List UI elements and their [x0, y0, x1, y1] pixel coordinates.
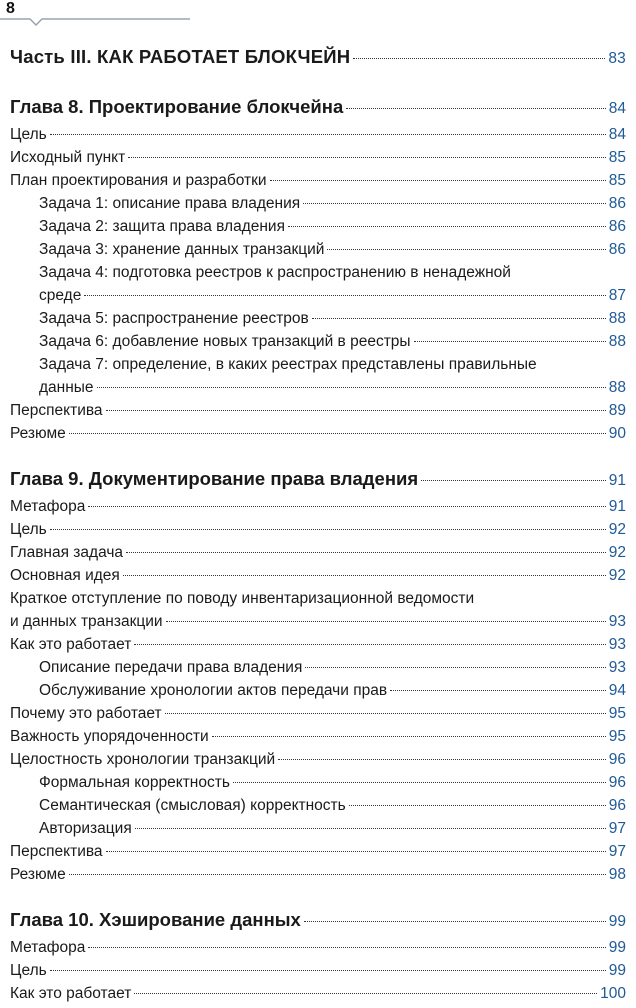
- toc-entry-page: 89: [608, 402, 626, 419]
- toc-entry-title: Главная задача: [10, 544, 124, 561]
- toc-entry-title-line1: Краткое отступление по поводу инвентаризационной ведомости: [10, 590, 475, 607]
- chapter-title: Глава 10. Хэширование данных: [10, 909, 301, 930]
- toc-entry-title: среде: [39, 287, 82, 304]
- chapter-title: Глава 8. Проектирование блокчейна: [10, 96, 344, 117]
- toc-entry-page: 86: [608, 241, 626, 258]
- toc-entry-title-line1: Задача 7: определение, в каких реестрах представлены правильные: [39, 356, 537, 373]
- toc-entry-title: Исходный пункт: [10, 149, 126, 166]
- toc-entry-title: Метафора: [10, 939, 86, 956]
- dot-leader: [106, 410, 606, 411]
- dot-leader: [106, 851, 606, 852]
- chapter-gap: [10, 889, 626, 909]
- toc-subentry: [10, 241, 626, 264]
- dot-leader: [123, 575, 606, 576]
- chapter-heading: [10, 96, 626, 126]
- dot-leader: [165, 713, 606, 714]
- toc-entry-multiline: [10, 264, 626, 310]
- toc-entry-title: Задача 5: распространение реестров: [39, 310, 309, 327]
- chapter-gap: [10, 448, 626, 468]
- toc-entry-multiline: [10, 590, 626, 636]
- dot-leader: [128, 157, 606, 158]
- toc-entry: [10, 425, 626, 448]
- toc-entry-page: 91: [608, 498, 626, 515]
- toc-entry-page: 93: [608, 636, 626, 653]
- toc-entry: [10, 402, 626, 425]
- dot-leader: [421, 480, 606, 481]
- toc-entry: [10, 498, 626, 521]
- toc-entry-title: Перспектива: [10, 843, 103, 860]
- table-of-contents: [10, 46, 626, 1008]
- toc-subentry: [10, 797, 626, 820]
- chapter-heading: [10, 909, 626, 939]
- dot-leader: [327, 249, 605, 250]
- toc-entry-title: Метафора: [10, 498, 86, 515]
- dot-leader: [126, 552, 606, 553]
- toc-entry-title: Описание передачи права владения: [39, 659, 303, 676]
- toc-entry-title: План проектирования и разработки: [10, 172, 267, 189]
- toc-entry-title: Задача 1: описание права владения: [39, 195, 301, 212]
- toc-entry-line2: [10, 613, 626, 636]
- dot-leader: [346, 108, 605, 109]
- toc-entry-page: 88: [608, 310, 626, 327]
- toc-entry: [10, 172, 626, 195]
- toc-entry-title: Цель: [10, 126, 47, 143]
- toc-entry: [10, 866, 626, 889]
- toc-entry-title: Цель: [10, 521, 47, 538]
- toc-entry-page: 99: [608, 962, 626, 979]
- toc-entry-page: 86: [608, 218, 626, 235]
- toc-entry: [10, 985, 626, 1008]
- dot-leader: [303, 203, 606, 204]
- toc-entry-title: данные: [39, 379, 94, 396]
- toc-entry-page: 94: [608, 682, 626, 699]
- dot-leader: [233, 782, 606, 783]
- chapter-gap: [10, 76, 626, 96]
- toc-entry: [10, 544, 626, 567]
- header-rule-decoration: [0, 12, 190, 26]
- chapter-page: 84: [608, 100, 626, 117]
- dot-leader: [135, 828, 606, 829]
- toc-entry: [10, 843, 626, 866]
- dot-leader: [414, 341, 606, 342]
- page-number: 8: [6, 0, 15, 17]
- toc-entry-page: 87: [608, 287, 626, 304]
- toc-entry-page: 84: [608, 126, 626, 143]
- chapter-list: [10, 76, 626, 1008]
- toc-entry-title: Как это работает: [10, 636, 132, 653]
- dot-leader: [304, 921, 606, 922]
- toc-entry-page: 95: [608, 728, 626, 745]
- dot-leader: [353, 58, 605, 59]
- toc-subentry: [10, 310, 626, 333]
- dot-leader: [69, 433, 606, 434]
- toc-entry-title: Резюме: [10, 866, 66, 883]
- toc-entry: [10, 939, 626, 962]
- toc-entry-page: 88: [608, 379, 626, 396]
- dot-leader: [349, 805, 606, 806]
- toc-subentry: [10, 333, 626, 356]
- dot-leader: [88, 947, 605, 948]
- dot-leader: [134, 644, 605, 645]
- toc-entry-page: 85: [608, 172, 626, 189]
- toc-entry-title: Важность упорядоченности: [10, 728, 209, 745]
- dot-leader: [305, 667, 605, 668]
- toc-subentry: [10, 774, 626, 797]
- toc-entry: [10, 521, 626, 544]
- toc-entry-page: 85: [608, 149, 626, 166]
- toc-entry-title: и данных транзакции: [10, 613, 163, 630]
- toc-entry-title: Задача 3: хранение данных транзакций: [39, 241, 325, 258]
- part-page: 83: [608, 50, 626, 67]
- toc-subentry: [10, 218, 626, 241]
- part-heading: [10, 46, 626, 76]
- toc-entry: [10, 636, 626, 659]
- toc-entry-line2: [39, 287, 626, 310]
- toc-entry-title: Обслуживание хронологии актов передачи прав: [39, 682, 388, 699]
- toc-entry-title: Задача 6: добавление новых транзакций в реестры: [39, 333, 411, 350]
- part-title: Часть III. КАК РАБОТАЕТ БЛОКЧЕЙН: [10, 46, 351, 67]
- toc-entry-page: 98: [608, 866, 626, 883]
- toc-entry-page: 97: [608, 820, 626, 837]
- toc-entry-title: Почему это работает: [10, 705, 162, 722]
- toc-entry-page: 90: [608, 425, 626, 442]
- toc-entry-page: 97: [608, 843, 626, 860]
- toc-entry-page: 86: [608, 195, 626, 212]
- dot-leader: [270, 180, 606, 181]
- chapter-title: Глава 9. Документирование права владения: [10, 468, 419, 489]
- toc-entry-title-line1: Задача 4: подготовка реестров к распространению в ненадежной: [39, 264, 511, 281]
- toc-entry-page: 93: [608, 659, 626, 676]
- toc-entry-page: 99: [608, 939, 626, 956]
- toc-entry-line2: [39, 379, 626, 402]
- dot-leader: [84, 295, 605, 296]
- dot-leader: [312, 318, 606, 319]
- toc-entry-page: 100: [600, 985, 626, 1002]
- toc-entry-page: 96: [608, 751, 626, 768]
- dot-leader: [88, 506, 605, 507]
- toc-entry: [10, 751, 626, 774]
- dot-leader: [390, 690, 606, 691]
- toc-entry-page: 95: [608, 705, 626, 722]
- toc-subentry: [10, 682, 626, 705]
- dot-leader: [69, 874, 606, 875]
- toc-entry-title: Основная идея: [10, 567, 120, 584]
- toc-entry-page: 96: [608, 774, 626, 791]
- toc-entry-title: Перспектива: [10, 402, 103, 419]
- dot-leader: [97, 387, 606, 388]
- dot-leader: [50, 134, 606, 135]
- toc-entry: [10, 149, 626, 172]
- toc-subentry: [10, 820, 626, 843]
- toc-entry-page: 92: [608, 521, 626, 538]
- toc-subentry: [10, 195, 626, 218]
- toc-entry-title: Цель: [10, 962, 47, 979]
- toc-entry-page: 93: [608, 613, 626, 630]
- toc-entry-title: Задача 2: защита права владения: [39, 218, 285, 235]
- dot-leader: [134, 993, 597, 994]
- chapter-page: 91: [608, 472, 626, 489]
- toc-entry-title: Как это работает: [10, 985, 132, 1002]
- toc-entry-title: Резюме: [10, 425, 66, 442]
- toc-entry-page: 92: [608, 567, 626, 584]
- toc-entry-page: 96: [608, 797, 626, 814]
- dot-leader: [278, 759, 606, 760]
- chapter-heading: [10, 468, 626, 498]
- toc-entry-page: 88: [608, 333, 626, 350]
- toc-entry: [10, 728, 626, 751]
- toc-entry-title: Целостность хронологии транзакций: [10, 751, 276, 768]
- toc-subentry: [10, 659, 626, 682]
- toc-entry-title: Семантическая (смысловая) корректность: [39, 797, 346, 814]
- toc-entry-title: Авторизация: [39, 820, 132, 837]
- toc-entry-multiline: [10, 356, 626, 402]
- dot-leader: [50, 970, 606, 971]
- dot-leader: [212, 736, 606, 737]
- toc-entry: [10, 705, 626, 728]
- toc-entry: [10, 567, 626, 590]
- dot-leader: [50, 529, 606, 530]
- dot-leader: [288, 226, 606, 227]
- chapter-page: 99: [608, 913, 626, 930]
- dot-leader: [166, 621, 606, 622]
- toc-entry-page: 92: [608, 544, 626, 561]
- toc-entry: [10, 126, 626, 149]
- toc-entry-title: Формальная корректность: [39, 774, 230, 791]
- toc-entry: [10, 962, 626, 985]
